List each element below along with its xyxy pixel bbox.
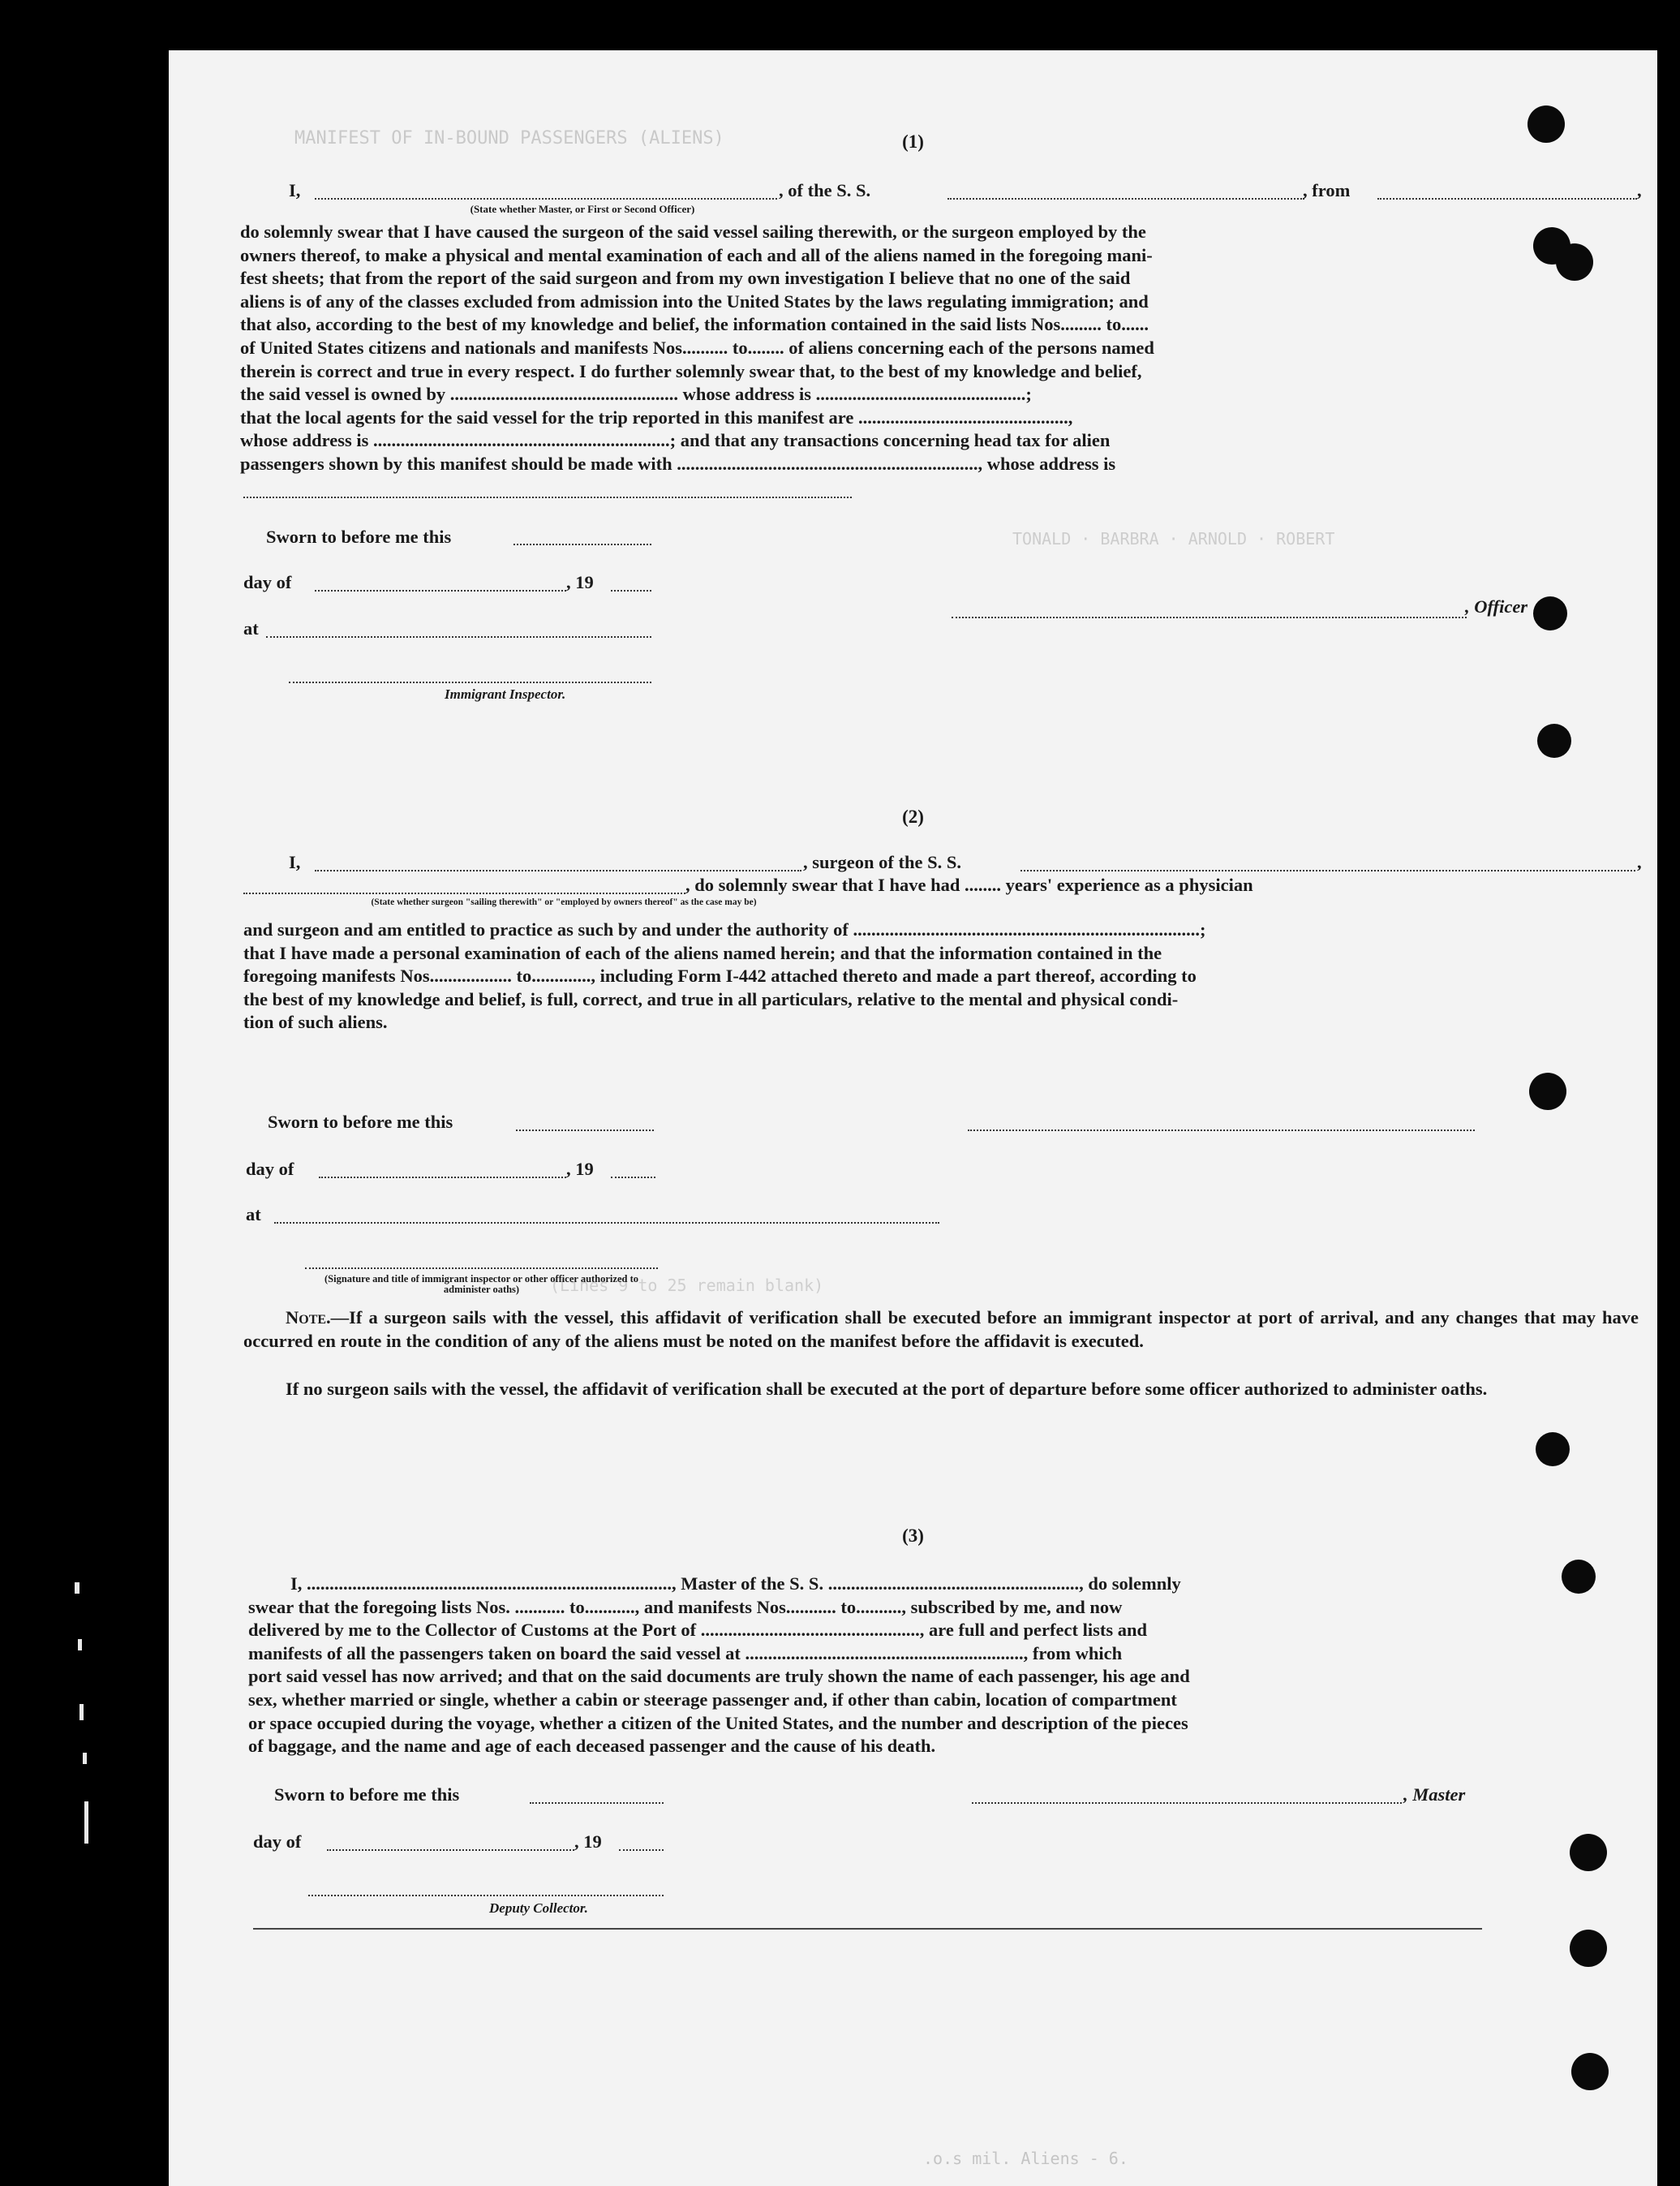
bottom-rule bbox=[253, 1928, 1482, 1930]
sworn-label: Sworn to before me this bbox=[268, 1112, 453, 1132]
punch-hole bbox=[1562, 1560, 1596, 1594]
surgeon-name-field[interactable] bbox=[315, 870, 801, 871]
punch-hole bbox=[1529, 1073, 1566, 1110]
punch-hole bbox=[1537, 724, 1571, 758]
year-field[interactable] bbox=[619, 1849, 664, 1851]
section2-paragraph: and surgeon and am entitled to practice as such by and under the authority of ............................................................................; that I have made a personal examination of each of the aliens named herein; and that the information contained in the foregoing manifests Nos.................. to............., including Form I-442 attached thereto and made a part thereof, according to the best of my knowledge and belief, is full, correct, and true in all particulars, relative to the mental and physical condi- tion of such aliens. bbox=[243, 919, 1206, 1033]
surgeon-status-field[interactable] bbox=[243, 893, 685, 894]
vessel-name-field[interactable] bbox=[947, 198, 1304, 200]
sworn-label: Sworn to before me this bbox=[266, 527, 452, 547]
punch-hole bbox=[1571, 2053, 1609, 2090]
bleed-through-text: .o.s mil. Aliens - 6. bbox=[923, 2149, 1128, 2168]
of-ss-label: , of the S. S. bbox=[779, 180, 871, 200]
punch-hole bbox=[1570, 1930, 1607, 1967]
manifest-page bbox=[169, 50, 1657, 2186]
section-number: (1) bbox=[902, 131, 924, 152]
collector-signature-field[interactable] bbox=[308, 1895, 664, 1896]
officer-caption: (State whether Master, or First or Second Officer) bbox=[470, 203, 695, 215]
day-of-label: day of bbox=[246, 1159, 294, 1179]
inspector-caption: Immigrant Inspector. bbox=[445, 686, 566, 702]
at-label: at bbox=[246, 1204, 261, 1224]
surgeon-ss-label: , surgeon of the S. S. bbox=[803, 852, 962, 872]
punch-hole bbox=[1536, 1432, 1570, 1466]
note-text: —If a surgeon sails with the vessel, this affidavit of verification shall be executed before an immigrant inspector at port of arrival, and any changes that may have occurred en route in the condition of any of the aliens must be noted on the manifest before the affidavit is executed. bbox=[243, 1307, 1639, 1351]
signature-caption: (Signature and title of immigrant inspector or other officer authorized to administer oaths) bbox=[324, 1273, 638, 1295]
bleed-through-text: MANIFEST OF IN-BOUND PASSENGERS (ALIENS) bbox=[294, 128, 724, 148]
at-field[interactable] bbox=[266, 636, 651, 638]
binding-mark bbox=[75, 1582, 79, 1594]
year-label: , 19 bbox=[566, 1159, 594, 1179]
sworn-date-field[interactable] bbox=[516, 1130, 654, 1131]
collector-caption: Deputy Collector. bbox=[489, 1900, 588, 1916]
surgeon-signature-field[interactable] bbox=[968, 1130, 1475, 1131]
day-of-field[interactable] bbox=[315, 590, 566, 592]
at-field[interactable] bbox=[274, 1222, 939, 1224]
punch-hole bbox=[1570, 1834, 1607, 1871]
note-label: Note. bbox=[286, 1307, 331, 1328]
from-port-field[interactable] bbox=[1377, 198, 1637, 200]
experience-line: , do solemnly swear that I have had ........ years' experience as a physician bbox=[685, 875, 1253, 895]
bleed-through-text: (Lines 9 to 25 remain blank) bbox=[550, 1276, 824, 1295]
day-of-label: day of bbox=[253, 1831, 302, 1852]
surgeon-caption: (State whether surgeon "sailing therewith" or "employed by owners thereof" as the case may be) bbox=[371, 897, 757, 907]
day-of-field[interactable] bbox=[327, 1849, 574, 1851]
punch-hole bbox=[1527, 105, 1565, 143]
officer-name-field[interactable] bbox=[315, 198, 777, 200]
binding-mark bbox=[79, 1704, 84, 1720]
section-number: (3) bbox=[902, 1525, 924, 1546]
surgeon-vessel-field[interactable] bbox=[1020, 870, 1635, 871]
year-field[interactable] bbox=[611, 590, 651, 592]
bleed-through-text: TONALD · BARBRA · ARNOLD · ROBERT bbox=[1012, 529, 1335, 549]
year-label: , 19 bbox=[574, 1831, 602, 1852]
binding-mark bbox=[83, 1753, 87, 1764]
binding-mark bbox=[78, 1639, 82, 1650]
address-field[interactable] bbox=[243, 497, 852, 498]
officer-label: , Officer bbox=[1465, 596, 1528, 617]
master-signature-field[interactable] bbox=[972, 1802, 1402, 1804]
punch-hole bbox=[1556, 243, 1593, 281]
oath-line-officer: I, bbox=[289, 180, 301, 200]
section-number: (2) bbox=[902, 807, 924, 827]
section3-paragraph: I, ................................................................................, Master of the S. S. ......................................................., do solemnly swear that the foregoing lists Nos. ........... to..........., and manifests Nos........... to.........., subscribed by me, and now delivered by me to the Collector of Customs at the Port of ................................................, are full and perfect lists and manifests of all the passengers taken on board the said vessel at ............................................................., from which port said vessel has now arrived; and that on the said documents are truly shown the name of each passenger, his age and sex, whether married or single, whether a cabin or steerage passenger and, if other than cabin, location of compartment or space occupied during the voyage, whether a citizen of the United States, and the number and description of the pieces of baggage, and the name and age of each deceased passenger and the cause of his death. bbox=[248, 1573, 1190, 1757]
master-label: , Master bbox=[1403, 1784, 1466, 1805]
punctuation: , bbox=[1637, 180, 1642, 200]
from-label: , from bbox=[1303, 180, 1351, 200]
sworn-label: Sworn to before me this bbox=[274, 1784, 460, 1805]
note-paragraph bbox=[243, 1306, 1639, 1353]
sworn-date-field[interactable] bbox=[530, 1802, 664, 1804]
binding-mark bbox=[84, 1801, 88, 1844]
at-label: at bbox=[243, 618, 259, 639]
section1-paragraph: do solemnly swear that I have caused the surgeon of the said vessel sailing therewith, or the surgeon employed by the owners thereof, to make a physical and mental examination of each and all of the aliens named in the foregoing mani- fest sheets; that from the report of the said surgeon and from my own investigation I believe that no one of the said aliens is of any of the classes excluded from admission into the United States by the laws regulating immigration; and that also, according to the best of my knowledge and belief, the information contained in the said lists Nos......... to...... of United States citizens and nationals and manifests Nos.......... to........ of aliens concerning each of the persons named therein is correct and true in every respect. I do further solemnly swear that, to the best of my knowledge and belief, the said vessel is owned by .................................................. whose address is ..............................................; that the local agents for the said vessel for the trip reported in this manifest are .............................................., whose address is .................................................................; and that any transactions concerning head tax for alien passengers shown by this manifest should be made with .................................................................., whose address is bbox=[240, 222, 1154, 474]
inspector-signature-field[interactable] bbox=[305, 1267, 658, 1269]
year-field[interactable] bbox=[611, 1177, 655, 1178]
year-label: , 19 bbox=[566, 572, 594, 592]
i-label: I, bbox=[289, 852, 301, 872]
punch-hole bbox=[1533, 596, 1567, 630]
day-of-label: day of bbox=[243, 572, 292, 592]
inspector-signature-field[interactable] bbox=[289, 682, 651, 683]
day-of-field[interactable] bbox=[319, 1177, 566, 1178]
punctuation: , bbox=[1637, 852, 1642, 872]
sworn-date-field[interactable] bbox=[513, 544, 651, 545]
note2-paragraph: If no surgeon sails with the vessel, the affidavit of verification shall be executed at the port of departure before some officer authorized to administer oaths. bbox=[286, 1379, 1488, 1399]
officer-signature-field[interactable] bbox=[952, 617, 1467, 618]
